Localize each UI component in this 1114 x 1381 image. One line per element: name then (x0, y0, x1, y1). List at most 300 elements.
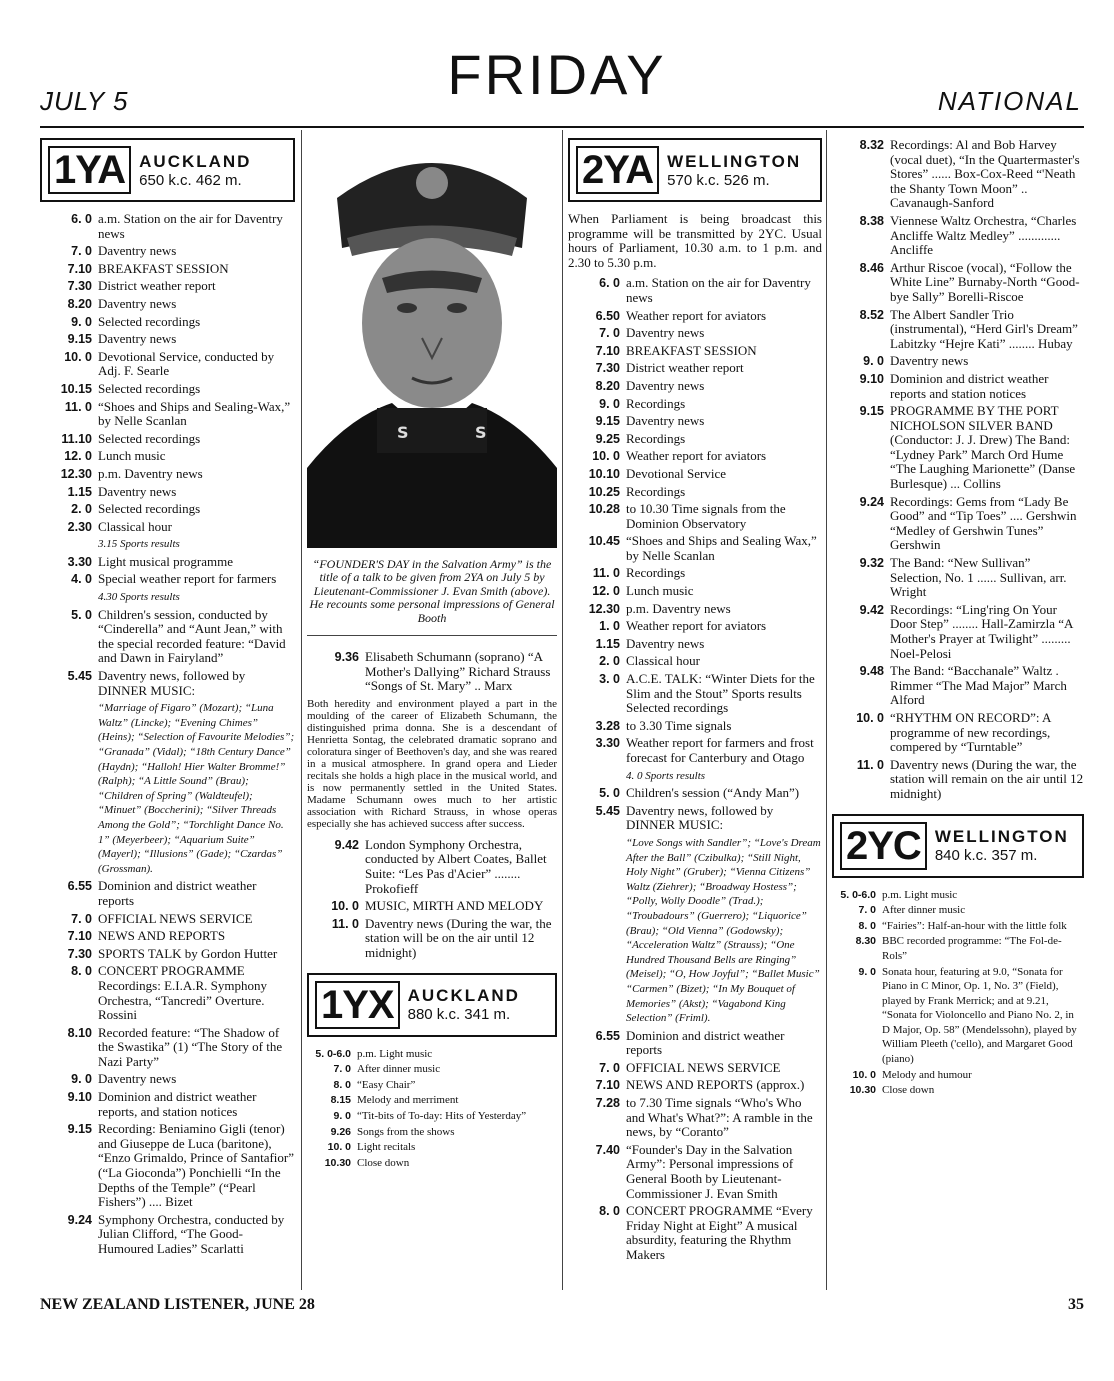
schedule-item (568, 1143, 822, 1201)
schedule-time: 10.28 (588, 502, 620, 517)
schedule-text: Daventry news (98, 331, 177, 347)
schedule-text: Daventry news (During the war, the station will remain on the air until 12 midnight) (890, 756, 1084, 801)
schedule-text: CONCERT PROGRAMME Recordings: E.I.A.R. Symphony Orchestra, “Tancredi” Overture. Rossini (98, 963, 267, 1023)
schedule-time: 5.45 (67, 669, 92, 684)
schedule-text: Recordings: Gems from “Lady Be Good” and “Tip Toes” .... Gershwin “Medley of Gershwin Tunes” Gershwin (890, 493, 1077, 553)
schedule-time: 5. 0-6.0 (840, 888, 876, 901)
header-day: FRIDAY (447, 43, 667, 106)
schedule-item (832, 354, 1084, 369)
schedule-item (568, 502, 822, 531)
schedule-time: 6.55 (67, 879, 92, 894)
schedule-time: 5. 0-6.0 (315, 1047, 351, 1060)
schedule-time: 8. 0 (333, 1078, 351, 1091)
schedule-text: Daventry news (98, 1071, 177, 1087)
schedule-text: Arthur Riscoe (vocal), “Follow the White Line” Burnaby-North “Good-bye Sally” Borelli-Riscoe (890, 259, 1080, 304)
schedule-item (568, 361, 822, 376)
schedule-time: 9.24 (859, 494, 884, 509)
schedule-time: 6.50 (595, 308, 620, 323)
schedule-time: 7. 0 (333, 1063, 351, 1076)
svg-text:S: S (475, 423, 487, 442)
parliament-note: When Parliament is being broadcast this programme will be transmitted by 2YC. Usual hours of Parliament, 10.30 a.m. to 1 p.m. and 2.30 to 5.30 p.m. (568, 211, 822, 270)
schedule-item (40, 350, 295, 379)
header-rule (40, 126, 1084, 128)
schedule-time: 7.10 (67, 261, 92, 276)
schedule-time: 10. 0 (64, 349, 92, 364)
schedule-time: 10. 0 (592, 449, 620, 464)
schedule-item (568, 379, 822, 394)
schedule-item (40, 669, 295, 698)
schedule-item (40, 449, 295, 464)
schedule-item (40, 400, 295, 429)
schedule-item (40, 701, 295, 876)
portrait-photo (307, 138, 557, 548)
schedule-time: 7.10 (595, 1078, 620, 1093)
schedule-item (832, 934, 1084, 963)
station-freq: 650 k.c. 462 m. (139, 171, 242, 189)
schedule-item (568, 432, 822, 447)
column-center (307, 138, 557, 1171)
schedule-time: 7.30 (67, 279, 92, 294)
schedule-time (568, 769, 626, 784)
schedule-text: Dominion and district weather reports and station notices (890, 370, 1049, 401)
schedule-list (832, 138, 1084, 802)
column-divider (301, 130, 302, 1290)
schedule-text: Weather report for aviators (626, 307, 767, 323)
schedule-item (568, 836, 822, 1026)
schedule-time: 9. 0 (863, 354, 884, 369)
schedule-text: Selected recordings (98, 501, 201, 517)
page-footer (40, 1296, 1084, 1314)
schedule-item (568, 344, 822, 359)
schedule-time: 9.42 (859, 602, 884, 617)
schedule-text: 4.30 Sports results (98, 591, 180, 604)
schedule-text: “Marriage of Figaro” (Mozart); “Luna Waltz” (Lincke); “Evening Chimes” (Heins); “Selection of Favourite Melodies”; “Granada” (Vidal); “18th Century Dance” (Haydn); “Halloh! Hier Walter Bromme!” (Ralph); “A Little Sound” (Brau); “Children of Spring” (Waldteufel); “Minuet” (Boccherini); “Silver Threads Among the Gold”; “Torchlight Dance No. 1” (Meyerbeer); “Aquarium Suite” (Mayerl); “Illusions” (Gade); “Czardas” (Grossman). (98, 702, 295, 875)
schedule-text: p.m. Daventry news (98, 465, 203, 481)
schedule-text: Weather report for farmers and frost forecast for Canterbury and Otago (626, 735, 814, 765)
schedule-text: London Symphony Orchestra, conducted by Albert Coates, Ballet Suite: “Les Pas d'Acier” ........ Prokofieff (365, 836, 547, 896)
schedule-time: 10. 0 (327, 1141, 351, 1154)
schedule-item (307, 1062, 557, 1077)
schedule-text: to 3.30 Time signals (626, 717, 732, 733)
schedule-time (40, 701, 98, 876)
schedule-text: MUSIC, MIRTH AND MELODY (365, 898, 544, 914)
schedule-time: 7.28 (595, 1096, 620, 1111)
schedule-time: 8.52 (859, 307, 884, 322)
schedule-item (832, 758, 1084, 802)
schedule-text: Weather report for aviators (626, 448, 767, 464)
schedule-time: 11. 0 (592, 566, 620, 581)
footer-publication: NEW ZEALAND LISTENER, JUNE 28 (40, 1296, 315, 1313)
schedule-time: 10. 0 (852, 1068, 876, 1081)
schedule-time: 9.15 (859, 404, 884, 419)
schedule-time: 12. 0 (64, 449, 92, 464)
schedule-text: Special weather report for farmers (98, 571, 277, 587)
schedule-time: 2.30 (67, 519, 92, 534)
schedule-time: 5.45 (595, 803, 620, 818)
schedule-item (40, 467, 295, 482)
schedule-text: “Shoes and Ships and Sealing-Wax,” by Nelle Scanlan (98, 398, 291, 429)
schedule-item (40, 929, 295, 944)
schedule-time: 10.10 (588, 466, 620, 481)
schedule-item (40, 1026, 295, 1070)
schedule-time: 9. 0 (333, 1110, 351, 1122)
page-number: 35 (1068, 1296, 1084, 1313)
schedule-text: “Shoes and Ships and Sealing Wax,” by Nelle Scanlan (626, 533, 817, 563)
schedule-item (568, 566, 822, 581)
schedule-item (832, 664, 1084, 708)
schedule-text: Lunch music (98, 448, 166, 464)
column-1yA (40, 138, 295, 1260)
svg-text:S: S (397, 423, 409, 442)
schedule-time: 8.38 (859, 213, 884, 228)
station-city: WELLINGTON (667, 151, 802, 171)
schedule-list (40, 212, 295, 1257)
station-call: 1YX (315, 981, 400, 1029)
schedule-time: 7. 0 (71, 244, 92, 259)
schedule-text: Recordings (626, 483, 686, 499)
schedule-item (307, 1109, 557, 1124)
schedule-text: Recordings (626, 430, 686, 446)
schedule-item (832, 261, 1084, 305)
schedule-item (40, 520, 295, 535)
schedule-time: 2. 0 (71, 502, 92, 517)
schedule-time (40, 590, 98, 605)
schedule-text: Daventry news, followed by DINNER MUSIC: (626, 802, 774, 833)
schedule-item (40, 485, 295, 500)
schedule-text: Melody and humour (882, 1068, 972, 1081)
schedule-item (832, 138, 1084, 211)
schedule-item (568, 467, 822, 482)
schedule-item (40, 432, 295, 447)
schedule-item (40, 244, 295, 259)
schedule-item (40, 332, 295, 347)
schedule-time: 12.30 (60, 466, 92, 481)
schedule-text: BREAKFAST SESSION (98, 260, 229, 276)
schedule-text: a.m. Station on the air for Daventry news (626, 275, 811, 305)
schedule-time: 10.15 (60, 381, 92, 396)
schedule-text: Devotional Service, conducted by Adj. F. Searle (98, 348, 275, 379)
schedule-text: Children's session, conducted by “Cinderella” and “Aunt Jean,” with the special recorded feature: “David and Dawn in Fairyland” (98, 606, 286, 666)
schedule-time: 1.15 (67, 484, 92, 499)
schedule-time: 3.30 (67, 554, 92, 569)
schedule-time: 8. 0 (599, 1204, 620, 1219)
schedule-text: p.m. Light music (357, 1047, 433, 1060)
schedule-text: Recordings: “Ling'ring On Your Door Step” ........ Hall-Zamirzla “A Mother's Prayer at Twilight” ......... Noel-Pelosi (890, 601, 1073, 661)
column-divider (826, 130, 827, 1290)
schedule-item (307, 650, 557, 694)
header-date: JULY 5 (40, 86, 129, 116)
schedule-text: Recordings: Al and Bob Harvey (vocal duet), “In the Quartermaster's Stores” ...... Box-Cox-Reed “'Neath the Shanty Town Moon” .. Cavanaugh-Sanford (890, 137, 1080, 211)
schedule-text: a.m. Station on the air for Daventry news (98, 211, 283, 241)
schedule-text: BBC recorded programme: “The Fol-de-Rols” (882, 935, 1062, 962)
schedule-time (568, 836, 626, 1026)
schedule-item (568, 276, 822, 305)
schedule-time: 3.28 (595, 718, 620, 733)
schedule-item (568, 637, 822, 652)
schedule-item (568, 786, 822, 801)
schedule-text: Lunch music (626, 583, 694, 599)
schedule-time: 9. 0 (71, 1072, 92, 1087)
schedule-text: Daventry news (626, 413, 705, 429)
schedule-item (832, 556, 1084, 600)
station-box-2ya (568, 138, 822, 202)
schedule-item (832, 404, 1084, 492)
schedule-time: 11. 0 (331, 916, 359, 931)
schedule-time: 8.15 (330, 1094, 351, 1107)
schedule-text: Light recitals (357, 1141, 416, 1154)
schedule-text: p.m. Light music (882, 888, 958, 901)
schedule-time: 3. 0 (599, 672, 620, 687)
schedule-item (832, 903, 1084, 918)
schedule-text: 4. 0 Sports results (626, 769, 706, 782)
schedule-text: Dominion and district weather reports, and station notices (98, 1089, 257, 1119)
schedule-time: 7.10 (595, 343, 620, 358)
schedule-time: 8. 0 (71, 964, 92, 979)
schedule-list (307, 838, 557, 961)
schedule-text: Children's session (“Andy Man”) (626, 785, 800, 801)
schedule-text: The Albert Sandler Trio (instrumental), “Herd Girl's Dream” Labitzky “Hejre Kati” ........ Hubay (890, 306, 1078, 351)
schedule-time: 9.32 (859, 556, 884, 571)
station-call: 1YA (48, 146, 131, 194)
schedule-text: Recordings (626, 565, 686, 581)
schedule-time: 8.20 (67, 296, 92, 311)
schedule-item (568, 1096, 822, 1140)
schedule-item (568, 736, 822, 765)
schedule-item (568, 397, 822, 412)
schedule-time: 8.10 (67, 1025, 92, 1040)
schedule-item (568, 1061, 822, 1076)
schedule-item (832, 214, 1084, 258)
schedule-item (40, 590, 295, 605)
schedule-time: 8.20 (595, 378, 620, 393)
schedule-item (40, 279, 295, 294)
schedule-item (40, 297, 295, 312)
schedule-time: 7. 0 (599, 326, 620, 341)
schedule-time: 8.30 (855, 935, 876, 948)
schedule-item (40, 315, 295, 330)
schedule-text: Daventry news (During the war, the station will be on the air until 12 midnight) (365, 915, 552, 961)
schedule-item (40, 608, 295, 666)
schedule-time: 1.15 (595, 636, 620, 651)
schedule-item (40, 537, 295, 552)
schedule-item (832, 888, 1084, 903)
schedule-item (568, 769, 822, 784)
schedule-item (40, 502, 295, 517)
schedule-time: 7.10 (67, 929, 92, 944)
schedule-time: 9.48 (859, 664, 884, 679)
schedule-item (568, 719, 822, 734)
schedule-text: After dinner music (882, 904, 966, 917)
schedule-time: 10.30 (324, 1156, 351, 1169)
schedule-text: Symphony Orchestra, conducted by Julian Clifford, “The Good-Humoured Ladies” Scarlatti (98, 1211, 285, 1256)
schedule-list (568, 276, 822, 1262)
schedule-time: 6. 0 (599, 276, 620, 291)
column-right (832, 138, 1084, 1099)
schedule-item (832, 495, 1084, 553)
schedule-item (568, 534, 822, 563)
schedule-item (40, 912, 295, 927)
schedule-text: p.m. Daventry news (626, 600, 731, 616)
schedule-item (568, 804, 822, 833)
schedule-item (40, 947, 295, 962)
schedule-text: Daventry news, followed by DINNER MUSIC: (98, 668, 246, 698)
schedule-text: SPORTS TALK by Gordon Hutter (98, 945, 278, 961)
schedule-time: 3.30 (595, 736, 620, 751)
schedule-item (832, 1083, 1084, 1098)
schedule-item (568, 584, 822, 599)
schedule-time: 10.30 (849, 1084, 876, 1097)
schedule-text: “Fairies”: Half-an-hour with the little folk (882, 919, 1067, 932)
schedule-time: 9.15 (67, 1122, 92, 1137)
schedule-text: “Founder's Day in the Salvation Army”: Personal impressions of General Booth by Lieutenant-Commissioner J. Evan Smith (626, 1141, 794, 1201)
schedule-item (568, 672, 822, 716)
schedule-text: “Love Songs with Sandler”; “Love's Dream After the Ball” (Czibulka); “Still Night, Holy Night” (Gruber); “Vienna Citizens” Waltz (Ziehrer); “Broadway Hostess”; “Polly, Wolly Doodle” (Trad.); “Troubadours” (Guerrero); “Liquorice” (Brau); “Old Vienna” (Godowsky); “Acceleration Waltz” (Strauss); “One Hundred Thousand Bells are Ringing” (Meisel); “O, How Joyful”; “Ballet Music” “Carmen” (Bizet); “In My Bouquet of Memories” (Akst); “Vagabond King Selection” (Friml). (626, 836, 821, 1025)
schedule-time: 9.10 (859, 371, 884, 386)
schedule-text: BREAKFAST SESSION (626, 342, 757, 358)
schedule-time: 7. 0 (858, 904, 876, 917)
schedule-text: Daventry news (626, 635, 705, 651)
station-box-1yx (307, 973, 557, 1037)
schedule-text: Daventry news (890, 353, 969, 369)
schedule-item (832, 711, 1084, 755)
schedule-time: 12. 0 (592, 584, 620, 599)
schedule-text: District weather report (98, 278, 216, 294)
schedule-time: 9. 0 (858, 965, 876, 978)
schedule-time: 9.24 (67, 1212, 92, 1227)
schedule-time (40, 537, 98, 552)
page-header (0, 0, 1114, 130)
schedule-text: Daventry news (98, 295, 177, 311)
schedule-text: Viennese Waltz Orchestra, “Charles Ancliffe Waltz Medley” ............. Ancliffe (890, 212, 1077, 258)
schedule-text: After dinner music (357, 1063, 441, 1076)
schedule-time: 11. 0 (64, 399, 92, 414)
schedule-time: 1. 0 (599, 619, 620, 634)
schedule-text: Dominion and district weather reports (98, 878, 257, 908)
schedule-time: 5. 0 (599, 786, 620, 801)
schedule-item (307, 1140, 557, 1155)
schedule-item (40, 1122, 295, 1210)
schedule-text: NEWS AND REPORTS (98, 928, 226, 944)
schedule-text: Daventry news (98, 243, 177, 259)
schedule-item (307, 917, 557, 961)
schedule-time: 10. 0 (331, 899, 359, 914)
schedule-text: The Band: “New Sullivan” Selection, No. 1 ...... Sullivan, arr. Wright (890, 555, 1067, 600)
station-city: WELLINGTON (934, 827, 1069, 847)
schedule-item (568, 449, 822, 464)
schedule-item (568, 414, 822, 429)
station-call: 2YC (840, 822, 927, 870)
schedule-time: 8. 0 (858, 919, 876, 932)
schedule-item (307, 1093, 557, 1108)
schedule-text: Daventry news (98, 483, 177, 499)
schedule-item (568, 326, 822, 341)
schedule-item (307, 1047, 557, 1062)
schedule-item (568, 619, 822, 634)
schedule-text: OFFICIAL NEWS SERVICE (98, 910, 253, 926)
schedule-item (307, 1078, 557, 1093)
schedule-time: 11.10 (61, 431, 92, 446)
schedule-item (832, 965, 1084, 1067)
schedule-list (307, 650, 557, 694)
schedule-time: 10. 0 (856, 710, 884, 725)
station-freq: 570 k.c. 526 m. (667, 171, 770, 189)
schedule-list (307, 1047, 557, 1171)
schedule-text: Daventry news (626, 325, 705, 341)
schedule-text: Recording: Beniamino Gigli (tenor) and Giuseppe de Luca (baritone), “Enzo Grimaldo, Prince of Santafior” (“La Gioconda”) Ponchielli “In the Depths of the Temple” (“Pearl Fishers”) .... Bizet (98, 1121, 295, 1210)
schedule-text: Classical hour (626, 653, 701, 669)
schedule-time: 9. 0 (71, 314, 92, 329)
schedule-time: 2. 0 (599, 654, 620, 669)
schedule-time: 9.25 (595, 431, 620, 446)
photo-caption: “FOUNDER'S DAY in the Salvation Army” is the title of a talk to be given from 2YA on July 5 by Lieutenant-Commissioner J. Evan Smith (above). He recounts some personal impressions of General Booth (307, 558, 557, 637)
schedule-text: Daventry news (626, 377, 705, 393)
schedule-text: Close down (882, 1084, 935, 1097)
schedule-text: to 7.30 Time signals “Who's Who and What's What?”: A ramble in the news, by “Coranto” (626, 1095, 813, 1140)
schedule-text: A.C.E. TALK: “Winter Diets for the Slim and the Stout” Sports results Selected recordings (626, 671, 815, 716)
column-divider (562, 130, 563, 1290)
schedule-item (307, 1125, 557, 1140)
schedule-text: Selected recordings (98, 380, 201, 396)
schedule-text: Elisabeth Schumann (soprano) “A Mother's Dallying” Richard Strauss “Songs of St. Mary” .. Marx (365, 649, 551, 694)
schedule-text: Close down (357, 1156, 410, 1169)
station-freq: 880 k.c. 341 m. (407, 1006, 511, 1024)
schedule-item (40, 382, 295, 397)
schedule-item (40, 212, 295, 241)
schedule-item (568, 1029, 822, 1058)
schedule-item (568, 654, 822, 669)
schedule-text: Selected recordings (98, 313, 201, 329)
schedule-item (568, 602, 822, 617)
schedule-item (40, 879, 295, 908)
schedule-time: 10.45 (588, 534, 620, 549)
schedule-time: 8.32 (859, 138, 884, 152)
schedule-time: 9.15 (595, 414, 620, 429)
schedule-text: Light musical programme (98, 553, 234, 569)
schedule-item (307, 1156, 557, 1171)
schedule-text: to 10.30 Time signals from the Dominion Observatory (626, 501, 786, 531)
station-freq: 840 k.c. 357 m. (934, 847, 1038, 865)
schedule-item (832, 1068, 1084, 1083)
schedule-text: The Band: “Bacchanale” Waltz . Rimmer “The Mad Major” March Alford (890, 663, 1067, 708)
schedule-text: District weather report (626, 360, 744, 376)
schedule-text: Selected recordings (98, 430, 201, 446)
schedule-time: 8.46 (859, 260, 884, 275)
schedule-item (832, 372, 1084, 401)
schedule-text: Sonata hour, featuring at 9.0, “Sonata for Piano in C Minor, Op. 1, No. 3” (Field), played by Frank Merrick; and at 9.21, “Sonata for Violoncello and Piano No. 2, in D Major, Op. 58” (Mendelssohn), played by William Pleeth ('cello), and Margaret Good (piano) (882, 965, 1077, 1066)
schedule-item (40, 1090, 295, 1119)
schedule-time: 9. 0 (599, 396, 620, 411)
schedule-time: 9.26 (330, 1125, 351, 1138)
schedule-list (832, 888, 1084, 1098)
schedule-text: CONCERT PROGRAMME “Every Friday Night at Eight” A musical absurdity, featuring the Rhythm Makers (626, 1203, 813, 1262)
schedule-time: 6.55 (595, 1028, 620, 1043)
schedule-time: 6. 0 (71, 212, 92, 226)
schedule-text: Recorded feature: “The Shadow of the Swastika” (1) “The Story of the Nazi Party” (98, 1024, 283, 1069)
schedule-text: “RHYTHM ON RECORD”: A programme of new recordings, compered by “Turntable” (890, 709, 1051, 755)
station-call: 2YA (576, 146, 659, 194)
schedule-text: PROGRAMME BY THE PORT NICHOLSON SILVER BAND (Conductor: J. J. Drew) The Band: “Lydney Park” March Ord Hume “The Laughing Marionette” (Danse Burlesque) ... Collins (890, 403, 1076, 492)
schedule-time: 9.10 (67, 1090, 92, 1105)
schedule-item (307, 899, 557, 914)
schedule-text: “Easy Chair” (357, 1078, 416, 1091)
schedule-time: 7.30 (595, 361, 620, 376)
schedule-time: 9.36 (334, 650, 359, 665)
schedule-text: OFFICIAL NEWS SERVICE (626, 1059, 781, 1075)
station-city: AUCKLAND (407, 986, 520, 1006)
schedule-item (40, 964, 295, 1022)
schedule-item (568, 1078, 822, 1093)
schedule-item (40, 1072, 295, 1087)
